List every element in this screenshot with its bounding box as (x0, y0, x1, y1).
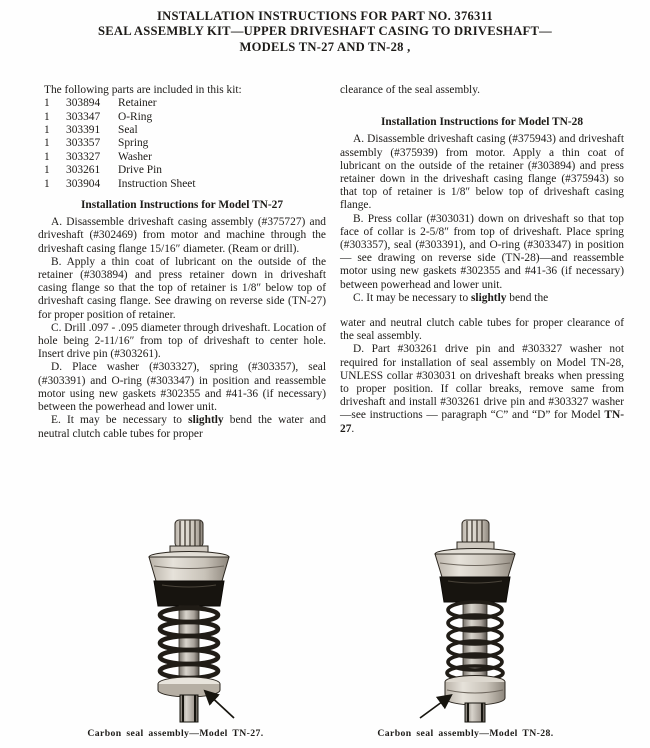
title-line-1: INSTALLATION INSTRUCTIONS FOR PART NO. 376311 (157, 9, 493, 23)
tn27-paragraph-e: E. It may be necessary to slightly bend the water and neutral clutch cable tubes for proper (38, 414, 326, 440)
tn27-figure (112, 516, 272, 729)
parts-list-row (44, 111, 326, 124)
left-column (38, 84, 326, 441)
part-number: 303327 (66, 150, 101, 163)
part-name: Drive Pin (118, 164, 162, 177)
tn27-paragraph-b: B. Apply a thin coat of lubricant on the outside of the retainer (#303894) and press retainer down in driveshaft casing flange so that the top of retainer is 1/8″ below top of driveshaft casing flange. See drawing on reverse side (TN-27) for proper position of retainer. (38, 255, 326, 321)
part-qty: 1 (44, 137, 50, 150)
part-qty: 1 (44, 97, 50, 110)
tn27-paragraph-e-continuation: clearance of the seal assembly. (340, 84, 480, 96)
document-title (0, 9, 650, 55)
part-name: Retainer (118, 97, 157, 110)
kit-intro: The following parts are included in this kit: (44, 84, 242, 96)
parts-list-row (44, 97, 326, 110)
tn27-section-heading: Installation Instructions for Model TN-27 (80, 199, 284, 212)
part-number: 303391 (66, 124, 101, 137)
part-number: 303904 (66, 177, 101, 190)
part-number: 303894 (66, 97, 101, 110)
part-name: Seal (118, 124, 138, 137)
part-qty: 1 (44, 110, 50, 123)
tn28-paragraph-c-rest: water and neutral clutch cable tubes for proper clearance of the seal assembly. (340, 317, 624, 343)
part-name: Instruction Sheet (118, 177, 196, 190)
part-qty: 1 (44, 150, 50, 163)
part-qty: 1 (44, 177, 50, 190)
tn28-paragraph-a: A. Disassemble driveshaft casing (#375943) and driveshaft assembly (#375939) from motor. Apply a thin coat of lubricant on the outside of the retainer (#303894) and press retainer down in the driveshaft casing flange (#375943) so that top of retainer is 1/8″ below top of driveshaft casing flange. (340, 133, 624, 212)
part-number: 303347 (66, 110, 101, 123)
tn28-section-heading: Installation Instructions for Model TN-28 (380, 116, 584, 129)
tn28-figure-caption: Carbon seal assembly—Model TN-28. (377, 728, 554, 739)
part-number: 303261 (66, 164, 101, 177)
tn28-seal-assembly-drawing (398, 516, 558, 724)
tn28-paragraph-d: D. Part #303261 drive pin and #303327 washer not required for installation of seal assembly on Model TN-28, UNLESS collar #303031 on driveshaft breaks when pressing to proper position. If collar breaks, remove same from driveshaft and install #303261 drive pin and #303327 washer—see instructions — paragraph “C” and “D” for Model TN-27. (340, 343, 624, 435)
part-name: O-Ring (118, 110, 153, 123)
parts-list-row (44, 137, 326, 150)
parts-list-row (44, 124, 326, 137)
tn27-paragraph-d: D. Place washer (#303327), spring (#303357), seal (#303391) and O-ring (#303347) in position and reassemble motor using new gaskets #302355 and #41-36 (if necessary) between the powerhead and lower unit. (38, 361, 326, 414)
tn27-paragraph-c: C. Drill .097 - .095 diameter through driveshaft. Location of hole being 2-11/16″ from top of driveshaft to center hole. Insert drive pin (#303261). (38, 321, 326, 361)
part-number: 303357 (66, 137, 101, 150)
tn27-figure-caption: Carbon seal assembly—Model TN-27. (87, 728, 264, 739)
part-qty: 1 (44, 164, 50, 177)
parts-list-row (44, 151, 326, 164)
tn28-paragraph-c-line1: C. It may be necessary to slightly bend the (353, 291, 549, 304)
tn27-paragraph-a: A. Disassemble driveshaft casing assembly (#375727) and driveshaft (#302469) from motor and machine through the driveshaft casing flange 15/16″ diameter. (Ream or drill). (38, 216, 326, 255)
part-name: Spring (118, 137, 149, 150)
tn28-figure (398, 516, 558, 729)
title-line-2: SEAL ASSEMBLY KIT—UPPER DRIVESHAFT CASING TO DRIVESHAFT— (98, 24, 552, 39)
parts-list (38, 97, 326, 191)
title-line-3: MODELS TN-27 AND TN-28 , (239, 39, 411, 54)
right-column (340, 84, 624, 436)
tn27-seal-assembly-drawing (112, 516, 272, 724)
parts-list-row (44, 178, 326, 191)
tn28-paragraph-b: B. Press collar (#303031) down on driveshaft so that top face of collar is 2-5/8″ from top of driveshaft. Place spring (#303357), seal (#303391), and O-ring (#303347) in position — see drawing on reverse side (TN-28)—and reassemble motor using new gaskets #302355 and #41-36 (if necessary) between powerhead and lower unit. (340, 212, 624, 291)
part-name: Washer (118, 150, 152, 163)
parts-list-row (44, 164, 326, 177)
part-qty: 1 (44, 124, 50, 137)
